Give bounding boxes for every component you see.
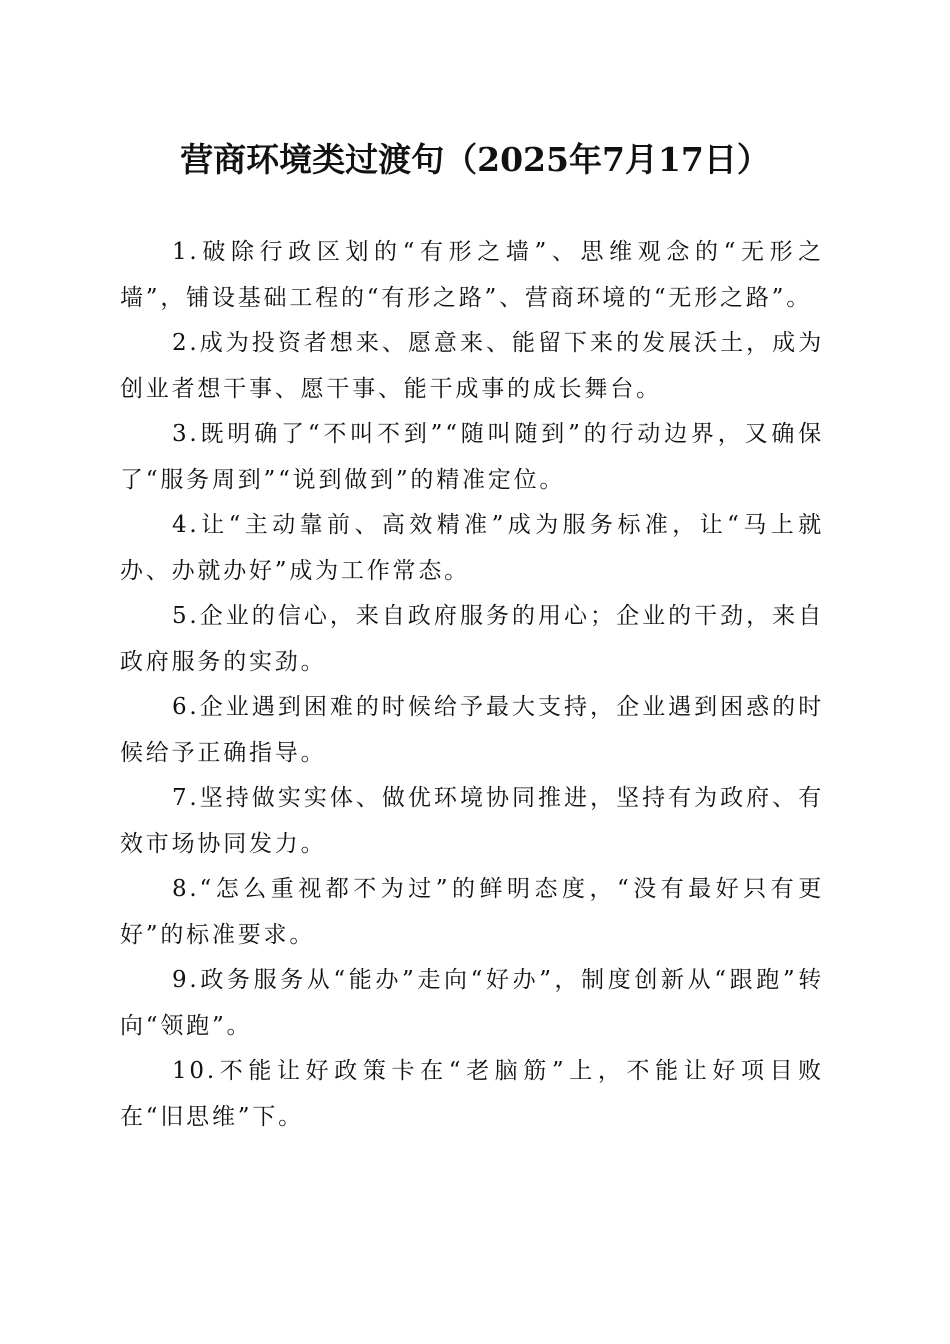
paragraph-1: 1.破除行政区划的“有形之墙”、思维观念的“无形之墙”，铺设基础工程的“有形之路”、营商环境的“无形之路”。 — [120, 239, 824, 311]
paragraph-2: 2.成为投资者想来、愿意来、能留下来的发展沃土，成为创业者想干事、愿干事、能干成事的成长舞台。 — [120, 330, 824, 402]
document-title: 营商环境类过渡句（2025年7月17日） — [180, 140, 770, 179]
paragraph-3: 3.既明确了“不叫不到”“随叫随到”的行动边界，又确保了“服务周到”“说到做到”的精准定位。 — [120, 421, 824, 493]
paragraph-7: 7.坚持做实实体、做优环境协同推进，坚持有为政府、有效市场协同发力。 — [120, 785, 824, 857]
document-body — [120, 230, 824, 1140]
paragraph-8: 8.“怎么重视都不为过”的鲜明态度，“没有最好只有更好”的标准要求。 — [120, 876, 824, 948]
paragraph-9: 9.政务服务从“能办”走向“好办”，制度创新从“跟跑”转向“领跑”。 — [120, 967, 824, 1039]
paragraph-4: 4.让“主动靠前、高效精准”成为服务标准，让“马上就办、办就办好”成为工作常态。 — [120, 512, 824, 584]
paragraph-10: 10.不能让好政策卡在“老脑筋”上，不能让好项目败在“旧思维”下。 — [120, 1058, 824, 1130]
paragraph-5: 5.企业的信心，来自政府服务的用心；企业的干劲，来自政府服务的实劲。 — [120, 603, 824, 675]
paragraph-6: 6.企业遇到困难的时候给予最大支持，企业遇到困惑的时候给予正确指导。 — [120, 694, 824, 766]
